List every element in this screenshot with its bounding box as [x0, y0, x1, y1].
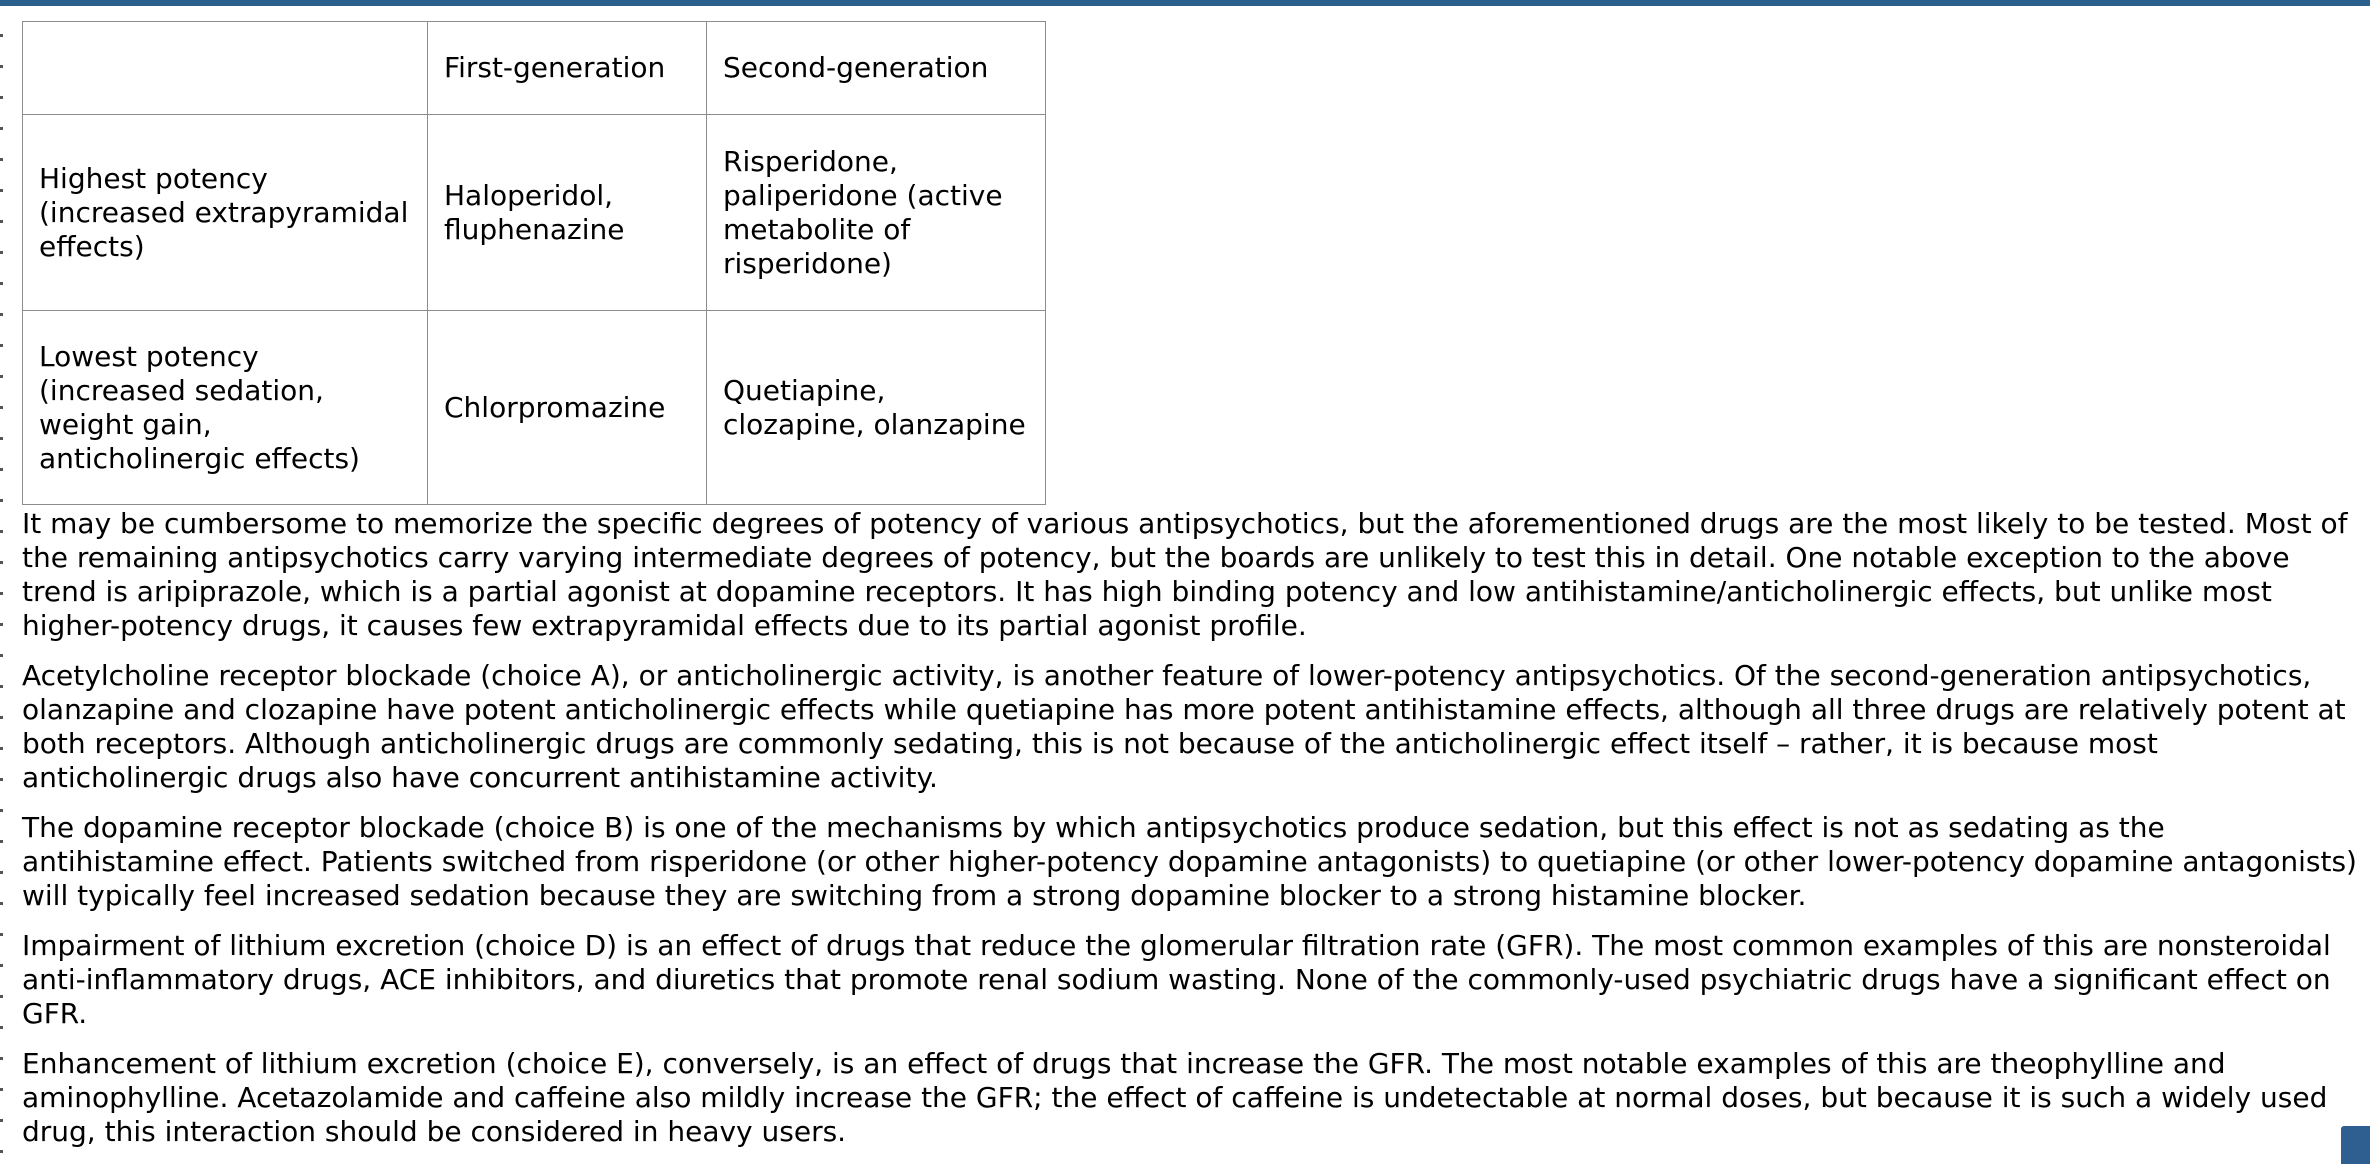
explanation-paragraph: Acetylcholine receptor blockade (choice A), or anticholinergic activity, is another feature of lower-potency antipsychotics. Of the second-generation antipsychotics, olanzapine and clozapine have potent anticholinergic effects while quetiapine has more potent antihistamine effects, although all three drugs are relatively potent at both receptors. Although anticholinergic drugs are commonly sedating, this is not because of the anticholinergic effect itself – rather, it is because most anticholinergic drugs also have concurrent antihistamine activity.	[22, 659, 2346, 794]
table-cell-second-generation: Risperidone, paliperidone (active metabolite of risperidone)	[707, 115, 1046, 311]
antipsychotic-potency-table	[22, 21, 1046, 505]
table-header-first-generation: First-generation	[428, 22, 707, 115]
table-cell-first-generation: Chlorpromazine	[428, 311, 707, 505]
explanation-paragraph: Impairment of lithium excretion (choice D) is an effect of drugs that reduce the glomerular filtration rate (GFR). The most common examples of this are nonsteroidal anti-inflammatory drugs, ACE inhibitors, and diuretics that promote renal sodium wasting. None of the commonly-used psychiatric drugs have a significant effect on GFR.	[22, 929, 2331, 1030]
table-row	[23, 115, 1046, 311]
corner-scroll-button[interactable]	[2341, 1126, 2370, 1164]
explanation-paragraph: It may be cumbersome to memorize the specific degrees of potency of various antipsychotics, but the aforementioned drugs are the most likely to be tested. Most of the remaining antipsychotics carry varying intermediate degrees of potency, but the boards are unlikely to test this in detail. One notable exception to the above trend is aripiprazole, which is a partial agonist at dopamine receptors. It has high binding potency and low antihistamine/anticholinergic effects, but unlike most higher-potency drugs, it causes few extrapyramidal effects due to its partial agonist profile.	[22, 507, 2348, 642]
left-margin-ruler	[0, 6, 3, 1164]
explanation-content	[22, 21, 2360, 1165]
top-header-bar	[0, 0, 2370, 6]
explanation-paragraph: Enhancement of lithium excretion (choice E), conversely, is an effect of drugs that increase the GFR. The most notable examples of this are theophylline and aminophylline. Acetazolamide and caffeine also mildly increase the GFR; the effect of caffeine is undetectable at normal doses, but because it is such a widely used drug, this interaction should be considered in heavy users.	[22, 1047, 2328, 1148]
table-row	[23, 311, 1046, 505]
explanation-paragraph: The dopamine receptor blockade (choice B) is one of the mechanisms by which antipsychotics produce sedation, but this effect is not as sedating as the antihistamine effect. Patients switched from risperidone (or other higher-potency dopamine antagonists) to quetiapine (or other lower-potency dopamine antagonists) will typically feel increased sedation because they are switching from a strong dopamine blocker to a strong histamine blocker.	[22, 811, 2357, 912]
table-cell-category: Lowest potency (increased sedation, weight gain, anticholinergic effects)	[23, 311, 428, 505]
table-header-empty	[23, 22, 428, 115]
table-cell-category: Highest potency (increased extrapyramidal effects)	[23, 115, 428, 311]
table-cell-second-generation: Quetiapine, clozapine, olanzapine	[707, 311, 1046, 505]
table-header-second-generation: Second-generation	[707, 22, 1046, 115]
table-header-row	[23, 22, 1046, 115]
table-cell-first-generation: Haloperidol, fluphenazine	[428, 115, 707, 311]
